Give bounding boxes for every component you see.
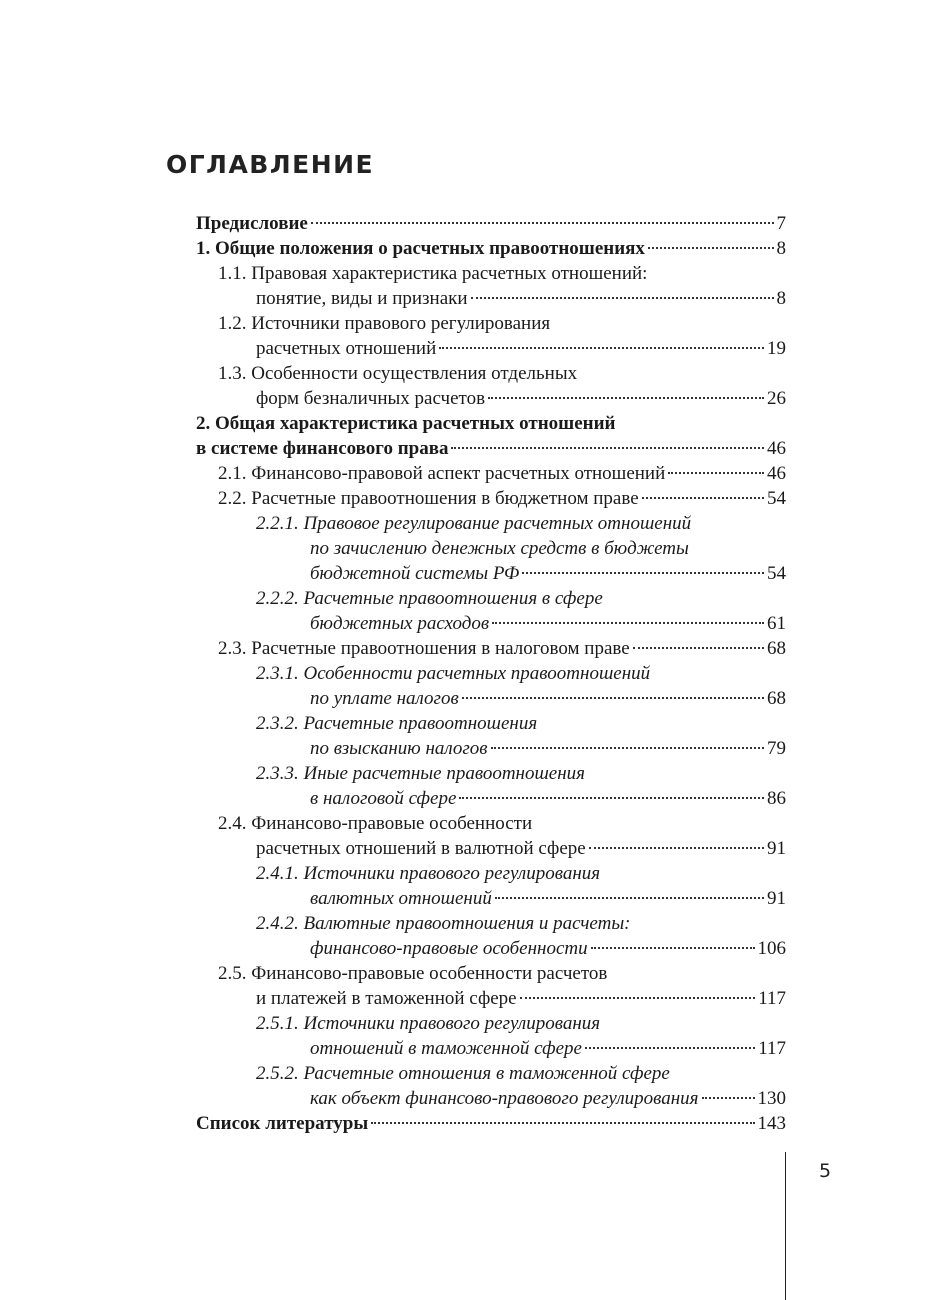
toc-entry-line: [196, 861, 786, 886]
toc-entry-title: 2.5. Финансово-правовые особенности расчетов: [218, 963, 608, 984]
toc-entry-title: расчетных отношений в валютной сфере: [256, 838, 586, 859]
dot-leader: [495, 897, 764, 899]
toc-entry-line: [196, 711, 786, 736]
dot-leader: [633, 647, 764, 649]
toc-entry-line: [196, 311, 786, 336]
toc-entry-title: 1. Общие положения о расчетных правоотношениях: [196, 238, 645, 259]
toc-entry-title: понятие, виды и признаки: [256, 288, 468, 309]
toc-entry[interactable]: [196, 686, 786, 711]
toc-entry[interactable]: [196, 736, 786, 761]
toc-entry[interactable]: [196, 1111, 786, 1136]
toc-entry-title: 2.5.1. Источники правового регулирования: [256, 1013, 601, 1034]
toc-entry-title: 2.3. Расчетные правоотношения в налоговом праве: [218, 638, 630, 659]
dot-leader: [702, 1097, 755, 1099]
toc-entry-title: форм безналичных расчетов: [256, 388, 486, 409]
toc-entry-line: [196, 536, 786, 561]
toc-entry-line: [196, 261, 786, 286]
toc-entry[interactable]: [196, 236, 786, 261]
toc-entry-page: 46: [767, 438, 786, 459]
table-of-contents: [196, 211, 786, 1136]
toc-entry-page: 117: [758, 1038, 786, 1059]
page-number: 5: [819, 1160, 832, 1182]
toc-entry[interactable]: [196, 836, 786, 861]
toc-entry[interactable]: [196, 461, 786, 486]
toc-entry[interactable]: [196, 386, 786, 411]
toc-entry-line: [196, 911, 786, 936]
toc-entry-title: 2.4.2. Валютные правоотношения и расчеты:: [256, 913, 631, 934]
toc-entry-title: в налоговой сфере: [310, 788, 457, 809]
toc-entry-title: в системе финансового права: [196, 438, 449, 459]
dot-leader: [451, 447, 764, 449]
footer-divider: [785, 1152, 786, 1300]
toc-entry-title: финансово-правовые особенности: [310, 938, 588, 959]
toc-entry-title: и платежей в таможенной сфере: [256, 988, 517, 1009]
toc-entry[interactable]: [196, 936, 786, 961]
toc-entry-title: 2.5.2. Расчетные отношения в таможенной сфере: [256, 1063, 670, 1084]
toc-entry-line: [196, 1011, 786, 1036]
toc-entry-title: отношений в таможенной сфере: [310, 1038, 582, 1059]
toc-entry-page: 79: [767, 738, 786, 759]
toc-entry-title: 2.3.1. Особенности расчетных правоотношений: [256, 663, 651, 684]
toc-entry-page: 61: [767, 613, 786, 634]
toc-entry[interactable]: [196, 1036, 786, 1061]
dot-leader: [642, 497, 764, 499]
dot-leader: [668, 472, 764, 474]
toc-entry[interactable]: [196, 336, 786, 361]
toc-entry[interactable]: [196, 436, 786, 461]
toc-entry[interactable]: [196, 1086, 786, 1111]
toc-entry-page: 8: [776, 288, 786, 309]
dot-leader: [492, 622, 764, 624]
toc-entry-title: 1.2. Источники правового регулирования: [218, 313, 551, 334]
dot-leader: [439, 347, 764, 349]
toc-entry[interactable]: [196, 986, 786, 1011]
toc-entry-page: 26: [767, 388, 786, 409]
toc-entry-title: 1.3. Особенности осуществления отдельных: [218, 363, 578, 384]
dot-leader: [311, 222, 774, 224]
toc-entry-title: по уплате налогов: [310, 688, 459, 709]
toc-entry-title: по зачислению денежных средств в бюджеты: [310, 538, 689, 559]
toc-entry-title: валютных отношений: [310, 888, 492, 909]
toc-entry-title: 2.2.1. Правовое регулирование расчетных отношений: [256, 513, 692, 534]
toc-entry-title: 2.3.3. Иные расчетные правоотношения: [256, 763, 586, 784]
toc-entry-title: Предисловие: [196, 213, 308, 234]
toc-entry[interactable]: [196, 786, 786, 811]
dot-leader: [462, 697, 764, 699]
toc-entry-line: [196, 811, 786, 836]
toc-entry-line: [196, 761, 786, 786]
toc-entry-page: 54: [767, 563, 786, 584]
toc-entry-title: расчетных отношений: [256, 338, 437, 359]
page-title: ОГЛАВЛЕНИЕ: [166, 150, 375, 179]
toc-entry-page: 8: [776, 238, 786, 259]
toc-entry[interactable]: [196, 611, 786, 636]
toc-entry[interactable]: [196, 286, 786, 311]
toc-entry-page: 143: [757, 1113, 786, 1134]
toc-entry-page: 86: [767, 788, 786, 809]
toc-entry-title: 2.2. Расчетные правоотношения в бюджетном праве: [218, 488, 639, 509]
toc-entry-title: по взысканию налогов: [310, 738, 488, 759]
toc-entry-page: 130: [757, 1088, 786, 1109]
toc-entry-page: 46: [767, 463, 786, 484]
toc-entry-page: 91: [767, 838, 786, 859]
toc-entry-page: 117: [758, 988, 786, 1009]
toc-entry-title: 2.2.2. Расчетные правоотношения в сфере: [256, 588, 603, 609]
toc-entry-page: 7: [776, 213, 786, 234]
toc-entry-title: 1.1. Правовая характеристика расчетных отношений:: [218, 263, 648, 284]
toc-entry-page: 91: [767, 888, 786, 909]
dot-leader: [585, 1047, 755, 1049]
toc-entry-line: [196, 1061, 786, 1086]
toc-entry-line: [196, 511, 786, 536]
dot-leader: [591, 947, 755, 949]
toc-entry-page: 54: [767, 488, 786, 509]
toc-entry-title: как объект финансово-правового регулирования: [310, 1088, 699, 1109]
toc-entry-title: 2.1. Финансово-правовой аспект расчетных отношений: [218, 463, 666, 484]
dot-leader: [648, 247, 774, 249]
dot-leader: [520, 997, 756, 999]
toc-entry-line: [196, 961, 786, 986]
dot-leader: [522, 572, 764, 574]
toc-entry-line: [196, 661, 786, 686]
dot-leader: [459, 797, 764, 799]
toc-entry-page: 68: [767, 638, 786, 659]
dot-leader: [371, 1122, 754, 1124]
toc-entry-title: 2. Общая характеристика расчетных отношений: [196, 413, 616, 434]
toc-entry-title: бюджетных расходов: [310, 613, 490, 634]
toc-entry-line: [196, 361, 786, 386]
toc-entry[interactable]: [196, 636, 786, 661]
toc-entry[interactable]: [196, 886, 786, 911]
dot-leader: [491, 747, 764, 749]
dot-leader: [589, 847, 764, 849]
toc-entry[interactable]: [196, 561, 786, 586]
toc-entry-page: 19: [767, 338, 786, 359]
dot-leader: [488, 397, 764, 399]
toc-entry[interactable]: [196, 211, 786, 236]
toc-entry-title: бюджетной системы РФ: [310, 563, 520, 584]
toc-entry-page: 106: [757, 938, 786, 959]
toc-entry-title: Список литературы: [196, 1113, 369, 1134]
toc-entry-line: [196, 411, 786, 436]
dot-leader: [471, 297, 774, 299]
toc-entry-title: 2.3.2. Расчетные правоотношения: [256, 713, 538, 734]
toc-entry-line: [196, 586, 786, 611]
toc-entry-page: 68: [767, 688, 786, 709]
toc-entry[interactable]: [196, 486, 786, 511]
toc-entry-title: 2.4. Финансово-правовые особенности: [218, 813, 533, 834]
toc-entry-title: 2.4.1. Источники правового регулирования: [256, 863, 601, 884]
